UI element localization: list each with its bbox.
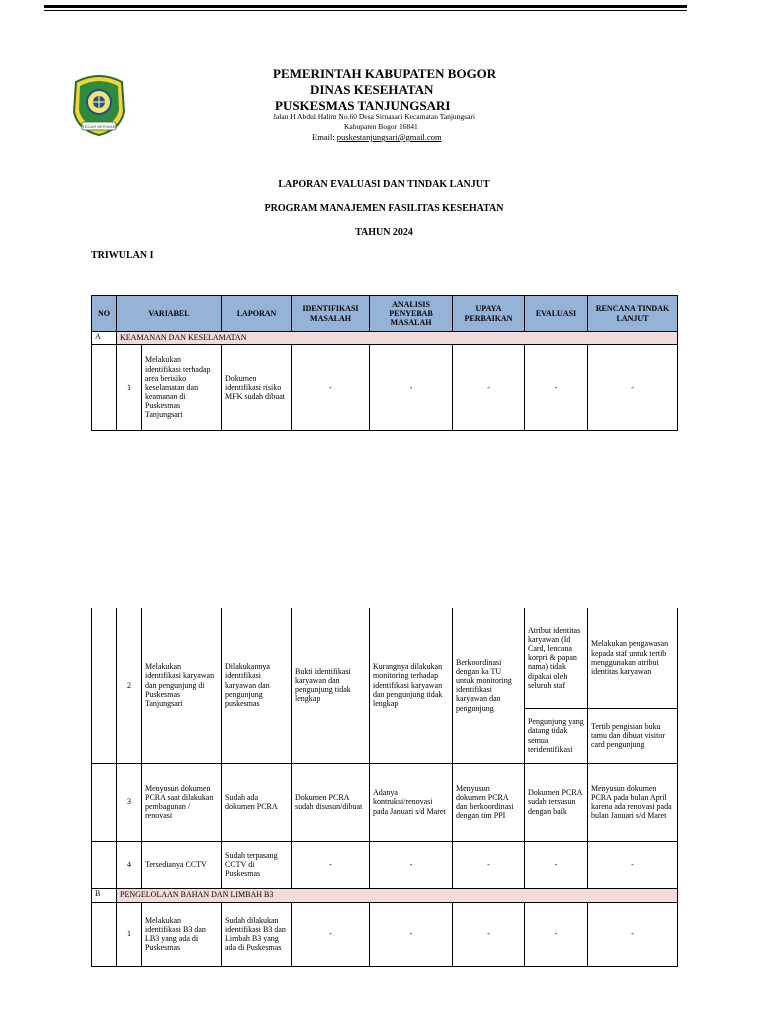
row-evaluasi: Pengunjung yang datang tidak semua teridentifikasi: [525, 708, 588, 763]
section-row-a: [92, 332, 678, 345]
row-identifikasi: -: [292, 902, 370, 966]
row-upaya: Menyusun dokumen PCRA dan berkoordinasi dengan tim PPI: [453, 763, 525, 841]
row-identifikasi: Bukti identifikasi karyawan dan pengunjung tidak lengkap: [292, 608, 370, 763]
col-analisis: ANALISIS PENYEBAB MASALAH: [370, 296, 453, 332]
logo-text: TEGAR BERIMAN: [82, 124, 116, 129]
year-title: TAHUN 2024: [355, 227, 413, 238]
col-variabel: VARIABEL: [117, 296, 222, 332]
row-identifikasi: -: [292, 841, 370, 888]
table-row: [92, 608, 678, 708]
row-variabel: Melakukan identifikasi terhadap area berisiko keselamatan dan keamanan di Puskesmas Tanjungsari: [142, 345, 222, 431]
col-upaya: UPAYA PERBAIKAN: [453, 296, 525, 332]
col-laporan: LAPORAN: [222, 296, 292, 332]
bogor-regency-crest-icon: [70, 72, 128, 136]
section-label: KEAMANAN DAN KESELAMATAN: [117, 332, 678, 345]
row-variabel: Menyusun dokumen PCRA saat dilakukan pembagunan / renovasi: [142, 763, 222, 841]
row-rencana: -: [588, 345, 678, 431]
triwulan-label: TRIWULAN I: [91, 250, 154, 261]
address-line-1: Jalan H Abdul Halim No.60 Desa Sirnasari Kecamatan Tanjungsari: [273, 112, 475, 121]
row-laporan: Dokumen identifikasi risiko MFK sudah dibuat: [222, 345, 292, 431]
program-title: PROGRAM MANAJEMEN FASILITAS KESEHATAN: [264, 203, 504, 214]
table-header-row: [92, 296, 678, 332]
section-row-b: [92, 888, 678, 902]
address-line-2: Kabupaten Bogor 16841: [344, 122, 418, 131]
row-analisis: Adanya kontruksi/renovasi pada Januari s/d Maret: [370, 763, 453, 841]
row-no: 2: [117, 608, 142, 763]
header-line-2: DINAS KESEHATAN: [310, 82, 434, 97]
row-evaluasi: -: [525, 902, 588, 966]
row-evaluasi: -: [525, 841, 588, 888]
row-analisis: -: [370, 841, 453, 888]
row-rencana: -: [588, 902, 678, 966]
evaluation-table-part-2: [91, 608, 678, 967]
evaluation-table-part-1: [91, 295, 678, 431]
row-evaluasi: Atribut identitas karyawan (Id Card, lencana korpri & papan nama) tidak dipakai oleh seluruh staf: [525, 608, 588, 708]
col-evaluasi: EVALUASI: [525, 296, 588, 332]
row-no: 1: [117, 902, 142, 966]
row-variabel: Melakukan identifikasi B3 dan LB3 yang ada di Puskesmas: [142, 902, 222, 966]
row-evaluasi: -: [525, 345, 588, 431]
row-rencana: Tertib pengisian buku tamu dan dibuat visitor card pengunjung: [588, 708, 678, 763]
row-rencana: -: [588, 841, 678, 888]
email-link[interactable]: puskestanjungsari@gmail.com: [336, 132, 442, 142]
section-label: PENGELOLAAN BAHAN DAN LIMBAH B3: [117, 888, 678, 902]
row-rencana: Melakukan pengawasan kepada staf untuk tertib menggunakan atribut identitas karyawan: [588, 608, 678, 708]
table-row: [92, 902, 678, 966]
top-rule-thin: [44, 10, 687, 11]
top-rule: [44, 5, 687, 8]
table-row: [92, 345, 678, 431]
row-rencana: Menyusun dokumen PCRA pada bulan April karena ada renovasi pada bulan Januari s/d Maret: [588, 763, 678, 841]
row-variabel: Tersedianya CCTV: [142, 841, 222, 888]
col-identifikasi: IDENTIFIKASI MASALAH: [292, 296, 370, 332]
row-analisis: -: [370, 902, 453, 966]
col-no: NO: [92, 296, 117, 332]
row-laporan: Sudah dilakukan identifikasi B3 dan Limbah B3 yang ada di Puskesmas: [222, 902, 292, 966]
row-variabel: Melakukan identifikasi karyawan dan pengunjung di Puskesmas Tanjungsari: [142, 608, 222, 763]
row-laporan: Sudah ada dokumen PCRA: [222, 763, 292, 841]
report-title: LAPORAN EVALUASI DAN TINDAK LANJUT: [278, 179, 490, 190]
header-line-1: PEMERINTAH KABUPATEN BOGOR: [273, 66, 497, 81]
row-identifikasi: -: [292, 345, 370, 431]
row-upaya: -: [453, 345, 525, 431]
row-evaluasi: Dokumen PCRA sudah tersusun dengan baik: [525, 763, 588, 841]
section-letter: A: [92, 332, 117, 345]
row-upaya: -: [453, 841, 525, 888]
row-no: 1: [117, 345, 142, 431]
row-analisis: -: [370, 345, 453, 431]
section-letter: B: [92, 888, 117, 902]
row-no: 4: [117, 841, 142, 888]
table-row: [92, 841, 678, 888]
email-label: Email:: [312, 132, 337, 142]
table-row: [92, 763, 678, 841]
row-laporan: Dilakukannya identifikasi karyawan dan pengunjung puskesmas: [222, 608, 292, 763]
row-analisis: Kurangnya dilakukan monitoring terhadap identifikasi karyawan dan pengunjung tidak lengkap: [370, 608, 453, 763]
header-line-3: PUSKESMAS TANJUNGSARI: [275, 98, 451, 113]
row-identifikasi: Dokumen PCRA sudah disusun/dibuat: [292, 763, 370, 841]
row-upaya: -: [453, 902, 525, 966]
row-upaya: Berkoordinasi dengan ka TU untuk monitoring identifikasi karyawan dan pengunjung: [453, 608, 525, 763]
col-rencana: RENCANA TINDAK LANJUT: [588, 296, 678, 332]
row-laporan: Sudah terpasang CCTV di Puskesmas: [222, 841, 292, 888]
email-line: [312, 132, 442, 142]
row-no: 3: [117, 763, 142, 841]
